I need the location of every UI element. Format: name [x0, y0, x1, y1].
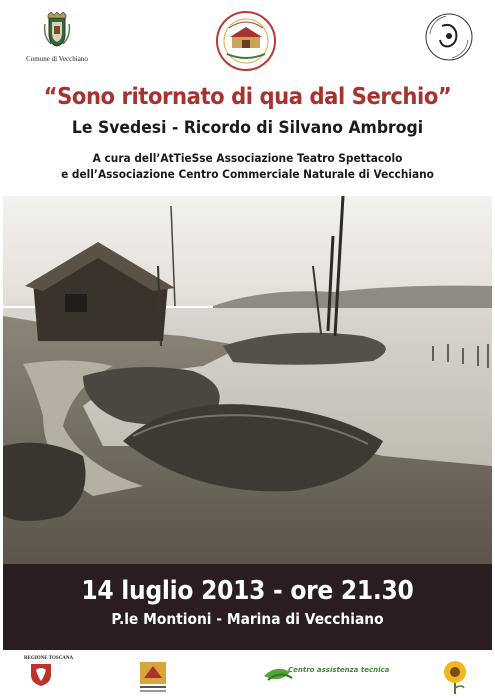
logo-strip	[0, 0, 495, 80]
credit-line: e dell’Associazione Centro Commerciale Naturale di Vecchiano	[61, 167, 434, 181]
comune-crest-icon	[43, 12, 71, 48]
river-hut-photo	[3, 196, 492, 564]
title-block	[0, 84, 495, 182]
credits	[0, 150, 495, 182]
event-date-time: 14 luglio 2013 - ore 21.30	[81, 576, 414, 606]
credit-line: A cura dell’AtTieSse Associazione Teatro Spettacolo	[92, 151, 403, 165]
event-venue: P.le Montioni - Marina di Vecchiano	[111, 610, 384, 628]
regione-label: REGIONE TOSCANA	[24, 656, 74, 661]
comune-caption: Comune di Vecchiano	[26, 55, 88, 63]
sponsor-strip	[0, 652, 495, 700]
centro-assistenza-label: Centro assistenza tecnica	[288, 666, 390, 674]
comune-di-vecchiano-logo	[22, 12, 92, 63]
provincia-logo	[138, 660, 168, 694]
regione-toscana-icon	[28, 661, 54, 687]
ccn-vecchiano-logo	[215, 10, 277, 72]
regione-toscana-logo	[24, 656, 74, 691]
event-subtitle: Le Svedesi - Ricordo di Silvano Ambrogi	[71, 118, 424, 138]
attiesse-logo	[424, 12, 474, 62]
event-title: “Sono ritornato di qua dal Serchio”	[43, 84, 452, 110]
centro-assistenza-logo	[262, 662, 390, 690]
sunflower-logo	[440, 658, 470, 696]
date-band	[3, 564, 492, 650]
